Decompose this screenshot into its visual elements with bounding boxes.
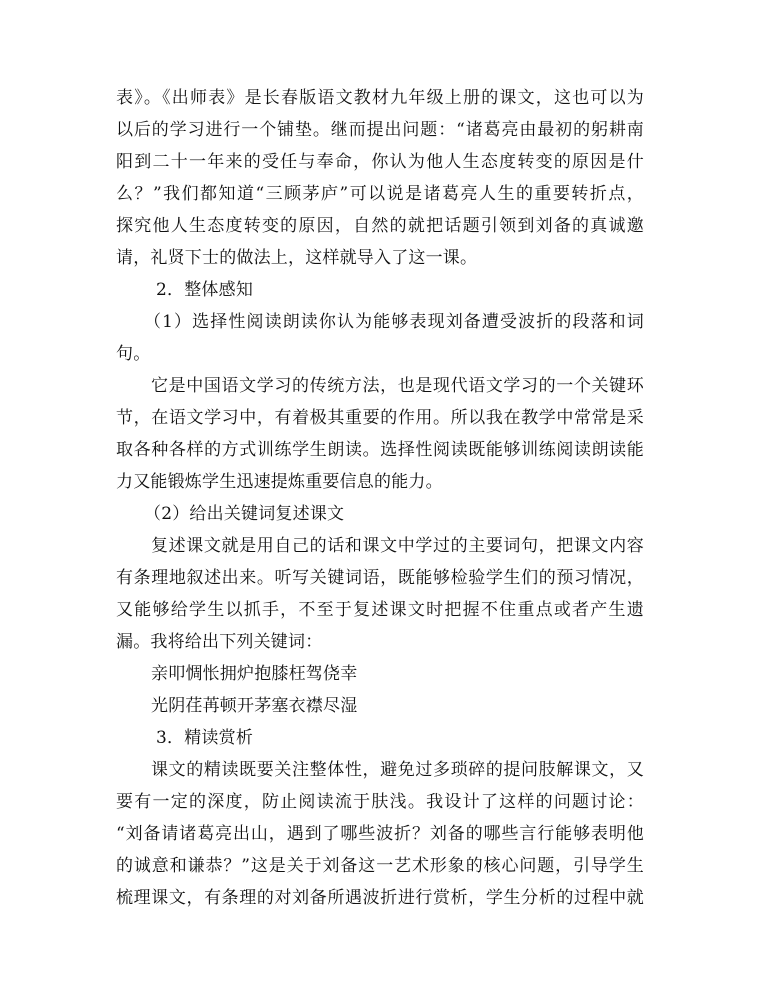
text-line: 取各种各样的方式训练学生朗读。选择性阅读既能够训练阅读朗读能 — [116, 440, 644, 460]
paragraph-start-line: 课文的精读既要关注整体性，避免过多琐碎的提问肢解课文，又 — [151, 760, 644, 780]
text-line: 么？”我们都知道“三顾茅庐”可以说是诸葛亮人生的重要转折点， — [116, 184, 644, 204]
text-line: 要有一定的深度，防止阅读流于肤浅。我设计了这样的问题讨论： — [116, 792, 644, 812]
document-body — [116, 82, 644, 914]
text-line: 漏。我将给出下列关键词： — [116, 632, 323, 652]
text-line: 阳到二十一年来的受任与奉命，你认为他人生态度转变的原因是什 — [116, 152, 644, 172]
subsection-heading: （2）给出关键词复述课文 — [144, 504, 345, 524]
text-line: 探究他人生态度转变的原因，自然的就把话题引领到刘备的真诚邀 — [116, 216, 644, 236]
text-line: 句。 — [116, 344, 151, 364]
text-line: 以后的学习进行一个铺垫。继而提出问题：“诸葛亮由最初的躬耕南 — [116, 120, 644, 140]
section-heading: 2．整体感知 — [156, 280, 254, 300]
section-heading: 3．精读赏析 — [156, 728, 254, 748]
text-line: 有条理地叙述出来。听写关键词语，既能够检验学生们的预习情况， — [116, 568, 644, 588]
text-line: 力又能锻炼学生迅速提炼重要信息的能力。 — [116, 472, 443, 492]
text-line: 表》。《出师表》是长春版语文教材九年级上册的课文，这也可以为 — [116, 88, 644, 108]
paragraph-start-line: 复述课文就是用自己的话和课文中学过的主要词句，把课文内容 — [151, 536, 644, 556]
text-line: 请，礼贤下士的做法上，这样就导入了这一课。 — [116, 248, 478, 268]
text-line: “刘备请诸葛亮出山，遇到了哪些波折？刘备的哪些言行能够表明他 — [116, 824, 644, 844]
text-line: 又能够给学生以抓手，不至于复述课文时把握不住重点或者产生遗 — [116, 600, 644, 620]
text-line: 的诚意和谦恭？”这是关于刘备这一艺术形象的核心问题，引导学生 — [116, 856, 644, 876]
text-line: 梳理课文，有条理的对刘备所遇波折进行赏析，学生分析的过程中就 — [116, 888, 644, 908]
text-line: 节，在语文学习中，有着极其重要的作用。所以我在教学中常常是采 — [116, 408, 644, 428]
subsection-heading: （1）选择性阅读朗读你认为能够表现刘备遭受波折的段落和词 — [144, 312, 644, 332]
keyword-line: 亲叩惆怅拥炉抱膝枉驾侥幸 — [151, 664, 358, 684]
keyword-line: 光阴荏苒顿开茅塞衣襟尽湿 — [151, 696, 358, 716]
paragraph-start-line: 它是中国语文学习的传统方法，也是现代语文学习的一个关键环 — [151, 376, 644, 396]
